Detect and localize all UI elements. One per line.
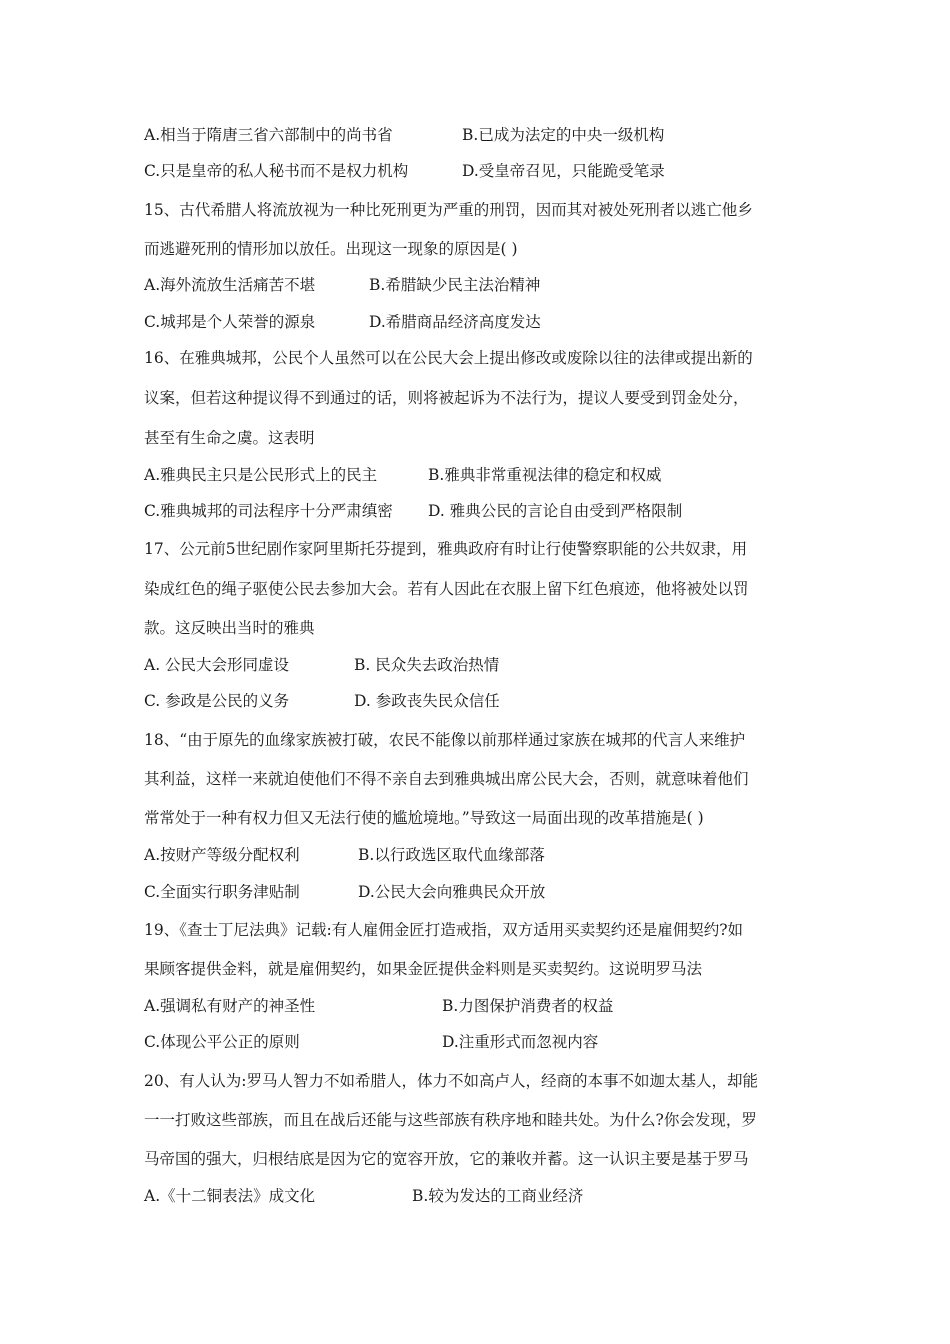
- q16-option-b: B.雅典非常重视法律的稳定和权威: [428, 466, 662, 484]
- q19-option-c: C.体现公平公正的原则: [144, 1033, 300, 1051]
- q18-stem-line-2: 其利益，这样一来就迫使他们不得不亲自去到雅典城出席公民大会，否则，就意味着他们: [144, 770, 749, 788]
- q16-stem-line-2: 议案，但若这种提议得不到通过的话，则将被起诉为不法行为，提议人要受到罚金处分，: [144, 389, 749, 407]
- q17-stem-line-3: 款。这反映出当时的雅典: [144, 619, 315, 637]
- q18-stem-line-3: 常常处于一种有权力但又无法行使的尴尬境地。”导致这一局面出现的改革措施是( ): [144, 809, 704, 827]
- q19-option-a: A.强调私有财产的神圣性: [144, 997, 316, 1015]
- q19-option-d: D.注重形式而忽视内容: [442, 1033, 599, 1051]
- q14-option-a: A.相当于隋唐三省六部制中的尚书省: [144, 126, 393, 144]
- q19-option-b: B.力图保护消费者的权益: [442, 997, 614, 1015]
- q15-option-a: A.海外流放生活痛苦不堪: [144, 276, 316, 294]
- q19-stem-line-1: 19、《查士丁尼法典》记载:有人雇佣金匠打造戒指，双方适用买卖契约还是雇佣契约?如: [144, 921, 744, 939]
- q20-stem-line-2: 一一打败这些部族，而且在战后还能与这些部族有秩序地和睦共处。为什么?你会发现，罗: [144, 1111, 757, 1129]
- q15-option-c: C.城邦是个人荣誉的源泉: [144, 313, 316, 331]
- q14-option-b: B.已成为法定的中央一级机构: [462, 126, 665, 144]
- q15-option-b: B.希腊缺少民主法治精神: [369, 276, 541, 294]
- q17-option-d: D. 参政丧失民众信任: [354, 692, 500, 710]
- q18-option-c: C.全面实行职务津贴制: [144, 883, 300, 901]
- q18-option-d: D.公民大会向雅典民众开放: [358, 883, 546, 901]
- q18-option-a: A.按财产等级分配权利: [144, 846, 300, 864]
- q20-stem-line-1: 20、有人认为:罗马人智力不如希腊人，体力不如高卢人，经商的本事不如迦太基人，却能: [144, 1072, 758, 1090]
- q19-stem-line-2: 果顾客提供金料，就是雇佣契约，如果金匠提供金料则是买卖契约。这说明罗马法: [144, 960, 703, 978]
- q15-stem-line-1: 15、古代希腊人将流放视为一种比死刑更为严重的刑罚，因而其对被处死刑者以逃亡他乡: [144, 201, 753, 219]
- q17-option-b: B. 民众失去政治热情: [354, 656, 500, 674]
- q17-stem-line-2: 染成红色的绳子驱使公民去参加大会。若有人因此在衣服上留下红色痕迹，他将被处以罚: [144, 580, 749, 598]
- q16-option-c: C.雅典城邦的司法程序十分严肃缜密: [144, 502, 393, 520]
- q17-option-c: C. 参政是公民的义务: [144, 692, 290, 710]
- q17-option-a: A. 公民大会形同虚设: [144, 656, 290, 674]
- q14-option-d: D.受皇帝召见，只能跪受笔录: [462, 162, 665, 180]
- q15-option-d: D.希腊商品经济高度发达: [369, 313, 541, 331]
- q16-option-a: A.雅典民主只是公民形式上的民主: [144, 466, 378, 484]
- q16-stem-line-3: 甚至有生命之虞。这表明: [144, 429, 315, 447]
- q14-option-c: C.只是皇帝的私人秘书而不是权力机构: [144, 162, 409, 180]
- q15-stem-line-2: 而逃避死刑的情形加以放任。出现这一现象的原因是( ): [144, 240, 518, 258]
- q20-option-a: A.《十二铜表法》成文化: [144, 1187, 316, 1205]
- q18-option-b: B.以行政选区取代血缘部落: [358, 846, 545, 864]
- q17-stem-line-1: 17、公元前5世纪剧作家阿里斯托芬提到，雅典政府有时让行使警察职能的公共奴隶，用: [144, 540, 748, 558]
- q18-stem-line-1: 18、“由于原先的血缘家族被打破，农民不能像以前那样通过家族在城邦的代言人来维护: [144, 731, 746, 749]
- q20-stem-line-3: 马帝国的强大，归根结底是因为它的宽容开放，它的兼收并蓄。这一认识主要是基于罗马: [144, 1150, 749, 1168]
- q16-option-d: D. 雅典公民的言论自由受到严格限制: [428, 502, 683, 520]
- q16-stem-line-1: 16、在雅典城邦，公民个人虽然可以在公民大会上提出修改或废除以往的法律或提出新的: [144, 349, 753, 367]
- q20-option-b: B.较为发达的工商业经济: [412, 1187, 584, 1205]
